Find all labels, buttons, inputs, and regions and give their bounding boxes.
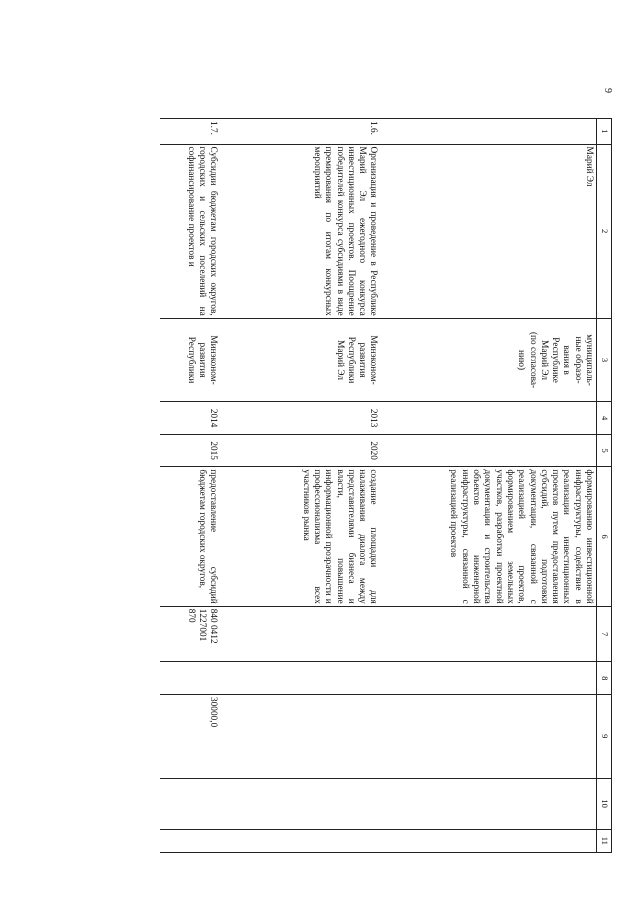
row-number: 1.7.	[161, 119, 221, 145]
expected-result: предоставление субсидий бюджетам городских округов,	[161, 467, 221, 606]
header-cell-6: 6	[597, 467, 612, 606]
col-11-value	[161, 829, 221, 852]
row-number	[381, 119, 597, 145]
expected-result: формированию инвестиционной инфраструктуры, содействие в реализации инвестиционных проектов путем предоставления субсидий, подготовки документации, связанной с реализацией проектов, формированием земельных участков, разработки проектной документации и строительства объектов инженерной инфраструктуры, связанной с реализацией проектов	[381, 467, 597, 606]
program-measures-table	[161, 118, 613, 853]
header-cell-11: 11	[597, 829, 612, 852]
col-8-value	[381, 662, 597, 695]
measure-name: Субсидии бюджетам городских округов, городских и сельских поселений на софинансирование проектов и	[161, 144, 221, 318]
expected-result: создание площадки для налаживания диалога между представителями бизнеса и власти, повышение информационной прозрачности и профессионализма всех участников рынка	[221, 467, 381, 606]
col-8-value	[161, 662, 221, 695]
measure-name: Марий Эл	[381, 144, 597, 318]
col-10-value	[381, 778, 597, 829]
row-number: 1.6.	[221, 119, 381, 145]
executor: муниципаль- ные образо- вания в Республике Марий Эл (по согласова- нию)	[381, 318, 597, 402]
table-header-row	[597, 119, 612, 853]
end-year: 2020	[221, 434, 381, 467]
executor: Минэконом- развития Республики Марий Эл	[221, 318, 381, 402]
budget-code	[221, 606, 381, 662]
table-row	[381, 119, 597, 853]
header-cell-10: 10	[597, 778, 612, 829]
start-year	[381, 402, 597, 435]
col-11-value	[381, 829, 597, 852]
page-number: 9	[602, 88, 613, 93]
col-9-value	[381, 695, 597, 779]
end-year: 2015	[161, 434, 221, 467]
header-cell-9: 9	[597, 695, 612, 779]
start-year: 2014	[161, 402, 221, 435]
col-8-value	[221, 662, 381, 695]
header-cell-3: 3	[597, 318, 612, 402]
end-year	[381, 434, 597, 467]
header-cell-4: 4	[597, 402, 612, 435]
program-table-sheet	[94, 118, 612, 853]
col-11-value	[221, 829, 381, 852]
executor: Минэконом- развития Республики	[161, 318, 221, 402]
col-9-value	[221, 695, 381, 779]
table-row	[161, 119, 221, 853]
header-cell-8: 8	[597, 662, 612, 695]
table-row	[221, 119, 381, 853]
start-year: 2013	[221, 402, 381, 435]
col-9-value: 30000,0	[161, 695, 221, 779]
header-cell-7: 7	[597, 606, 612, 662]
measure-name: Организация и проведение в Республике Марий Эл ежегодного конкурса инвестиционных проектов. Поощрение победителей конкурса субсидиями в виде премирования по итогам конкурсных мероприятий	[221, 144, 381, 318]
budget-code: 840 0412 1227001 870	[161, 606, 221, 662]
col-10-value	[221, 778, 381, 829]
budget-code	[381, 606, 597, 662]
header-cell-2: 2	[597, 144, 612, 318]
header-cell-5: 5	[597, 434, 612, 467]
header-cell-1: 1	[597, 119, 612, 145]
col-10-value	[161, 778, 221, 829]
